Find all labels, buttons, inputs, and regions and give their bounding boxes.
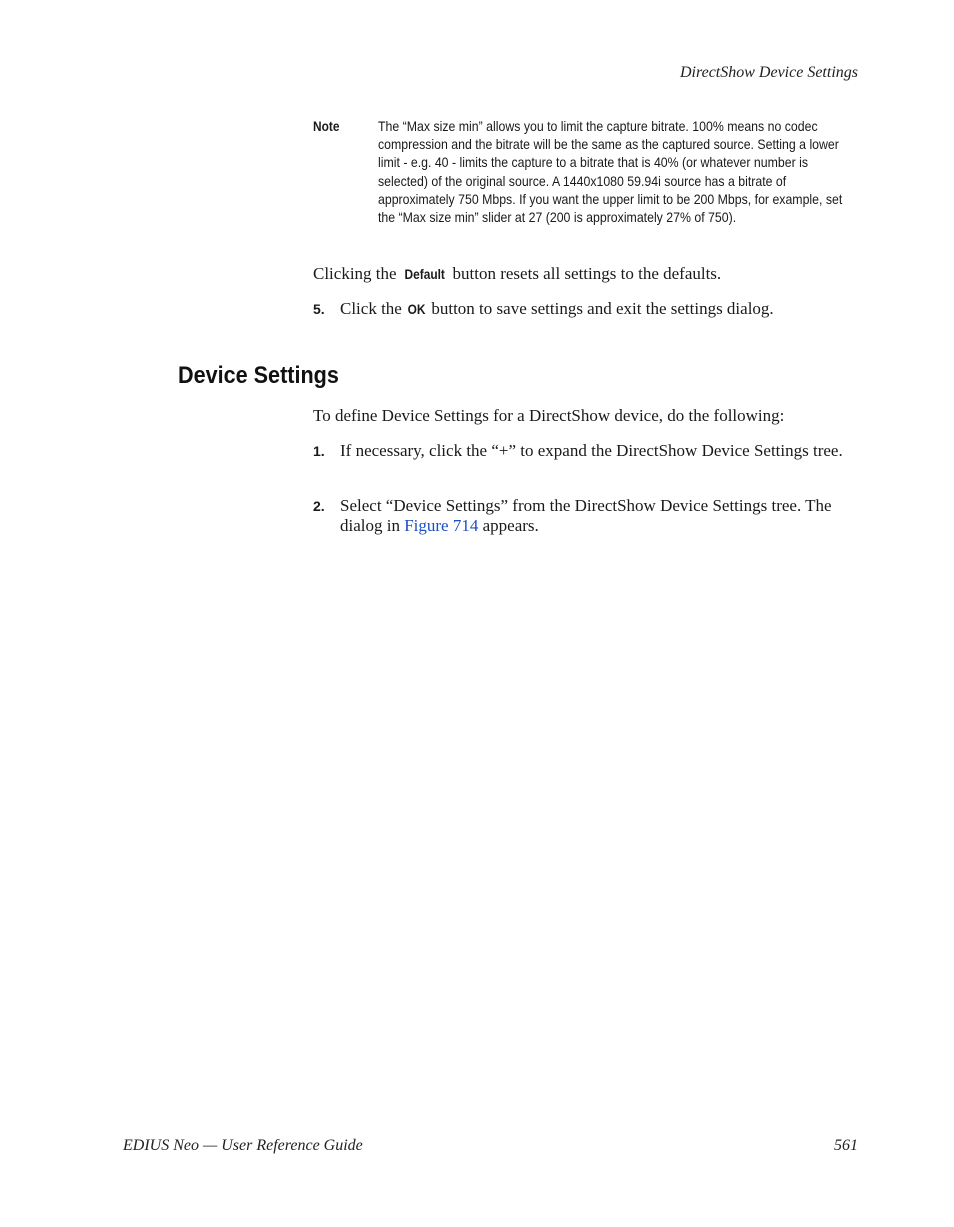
paragraph-text: button resets all settings to the defaults. — [448, 264, 722, 283]
step-5 — [313, 299, 858, 319]
figure-714-link[interactable]: Figure 714 — [404, 516, 479, 535]
step-number: 2. — [313, 498, 325, 514]
step-text — [340, 299, 858, 319]
footer-guide-title: EDIUS Neo — User Reference Guide — [123, 1137, 363, 1154]
running-header: DirectShow Device Settings — [679, 64, 858, 81]
note-text: The “Max size min” allows you to limit the capture bitrate. 100% means no codec compression and the bitrate will be the same as the captured source. Setting a lower limit - e.g. 40 - limits the capture to a bitrate that is 40% (or whatever number is selected) of the original source. A 1440x1080 59.94i source has a bitrate of approximately 750 Mbps. If you want the upper limit to be 200 Mbps, for example, set the “Max size min” slider at 27 (200 is approximately 27% of 750). — [378, 118, 843, 226]
section-intro: To define Device Settings for a DirectShow device, do the following: — [313, 406, 785, 425]
default-button-ref: Default — [404, 266, 445, 282]
paragraph-text: Clicking the — [313, 264, 401, 283]
note-label: Note — [313, 118, 340, 134]
step-text-part: appears. — [478, 516, 539, 535]
ok-button-ref: OK — [407, 301, 426, 317]
step-number: 5. — [313, 301, 325, 317]
step-text: If necessary, click the “+” to expand the DirectShow Device Settings tree. — [340, 441, 843, 460]
section-heading: Device Settings — [178, 362, 339, 389]
step-text — [340, 496, 858, 536]
step-text-part: Select “Device Settings” from the DirectShow Device Settings tree. The dialog in — [340, 496, 832, 535]
step-number: 1. — [313, 443, 325, 459]
default-button-paragraph — [313, 264, 858, 284]
step-text-part: Click the — [340, 299, 407, 318]
page-number: 561 — [834, 1137, 858, 1154]
step-1 — [313, 441, 858, 461]
step-text-part: button to save settings and exit the settings dialog. — [427, 299, 774, 318]
step-2 — [313, 496, 858, 536]
